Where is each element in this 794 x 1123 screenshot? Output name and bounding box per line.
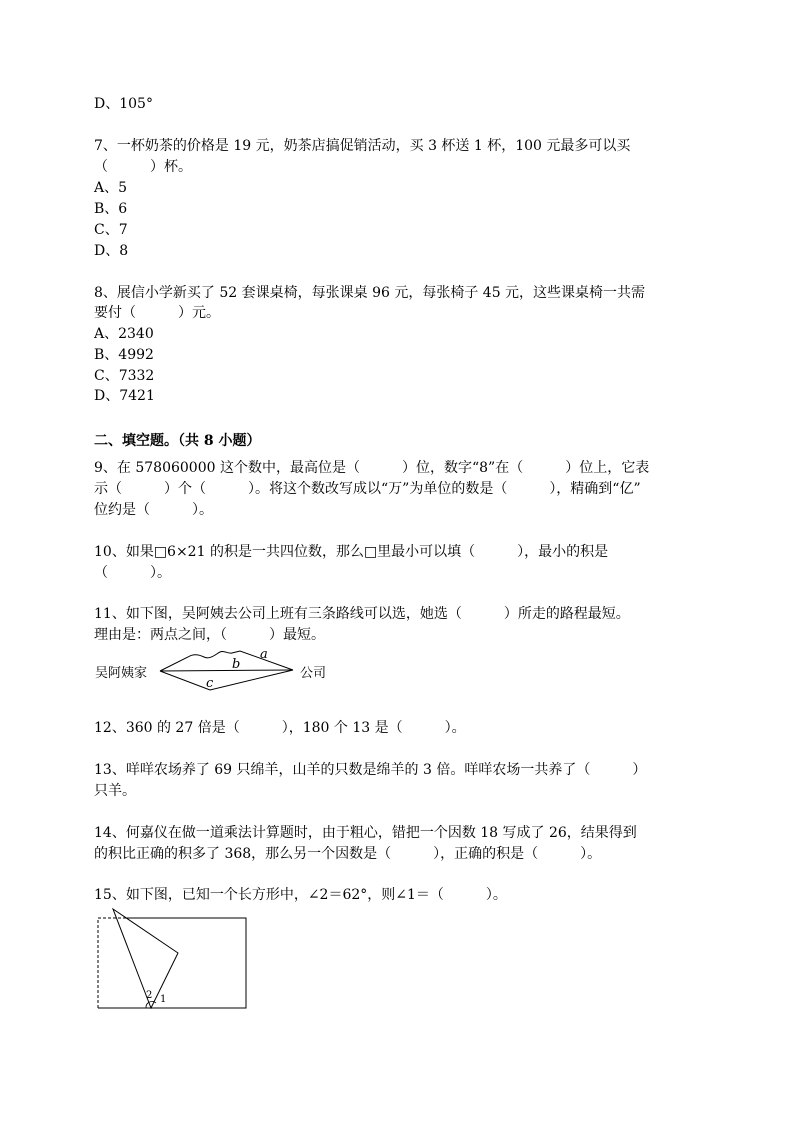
route-b-label: b (232, 657, 241, 672)
q13-line2: 只羊。 (94, 783, 136, 799)
q13-line1: 13、咩咩农场养了 69 只绵羊，山羊的只数是绵羊的 3 倍。咩咩农场一共养了（ ） (94, 762, 647, 778)
q15-line1: 15、如下图，已知一个长方形中，∠2＝62°，则∠1＝（ ）。 (94, 887, 507, 903)
section-2-title: 二、填空题。（共 8 小题） (94, 433, 261, 449)
folded-rectangle-diagram (94, 902, 254, 1014)
q7-stem-line2: （ ）杯。 (94, 159, 192, 175)
q9-line3: 位约是（ ）。 (94, 502, 213, 518)
q8-option-c: C、7332 (94, 368, 155, 384)
q8-stem-line2: 要付（ ）元。 (94, 305, 220, 321)
route-c (160, 670, 293, 690)
rectangle-outline (98, 918, 246, 1008)
angle-1-label: 1 (160, 994, 167, 1005)
q7-stem-line1: 7、一杯奶茶的价格是 19 元，奶茶店搞促销活动，买 3 杯送 1 杯，100 元最多可以买 (94, 138, 631, 154)
q14-line2: 的积比正确的积多了 368，那么另一个因数是（ ），正确的积是（ ）。 (94, 846, 602, 862)
q11-line1: 11、如下图，吴阿姨去公司上班有三条路线可以选，她选（ ）所走的路程最短。 (94, 606, 630, 622)
q7-option-b: B、6 (94, 201, 128, 217)
route-b (160, 670, 293, 671)
office-label: 公司 (300, 666, 327, 681)
q9-line1: 9、在 578060000 这个数中，最高位是（ ）位，数字“8”在（ ）位上，它表 (94, 460, 650, 476)
q7-option-d: D、8 (94, 243, 129, 259)
q11-line2: 理由是：两点之间，（ ）最短。 (94, 627, 325, 643)
route-diagram (90, 642, 340, 698)
q8-option-d: D、7421 (94, 388, 155, 404)
angle-2-label: 2 (146, 990, 153, 1001)
original-edge-dashed (98, 918, 125, 1008)
question-12: 12、360 的 27 倍是（ ），180 个 13 是（ ）。 (94, 720, 466, 736)
q7-option-c: C、7 (94, 222, 128, 238)
q6-option-d: D、105° (94, 96, 153, 112)
route-a-label: a (260, 647, 268, 662)
home-label: 吴阿姨家 (95, 666, 148, 681)
q10-line2: （ ）。 (94, 565, 171, 581)
q7-option-a: A、5 (94, 180, 128, 196)
q9-line2: 示（ ）个（ ）。将这个数改写成以“万”为单位的数是（ ），精确到“亿” (94, 481, 641, 497)
q8-option-b: B、4992 (94, 347, 154, 363)
q10-line1: 10、如果□6×21 的积是一共四位数，那么□里最小可以填（ ），最小的积是 (94, 544, 609, 560)
route-a (160, 651, 293, 671)
route-c-label: c (206, 676, 214, 691)
q8-stem-line1: 8、展信小学新买了 52 套课桌椅，每张课桌 96 元，每张椅子 45 元，这些课桌椅一共需 (94, 285, 646, 301)
q14-line1: 14、何嘉仪在做一道乘法计算题时，由于粗心，错把一个因数 18 写成了 26，结果得到 (94, 825, 637, 841)
q8-option-a: A、2340 (94, 326, 154, 342)
